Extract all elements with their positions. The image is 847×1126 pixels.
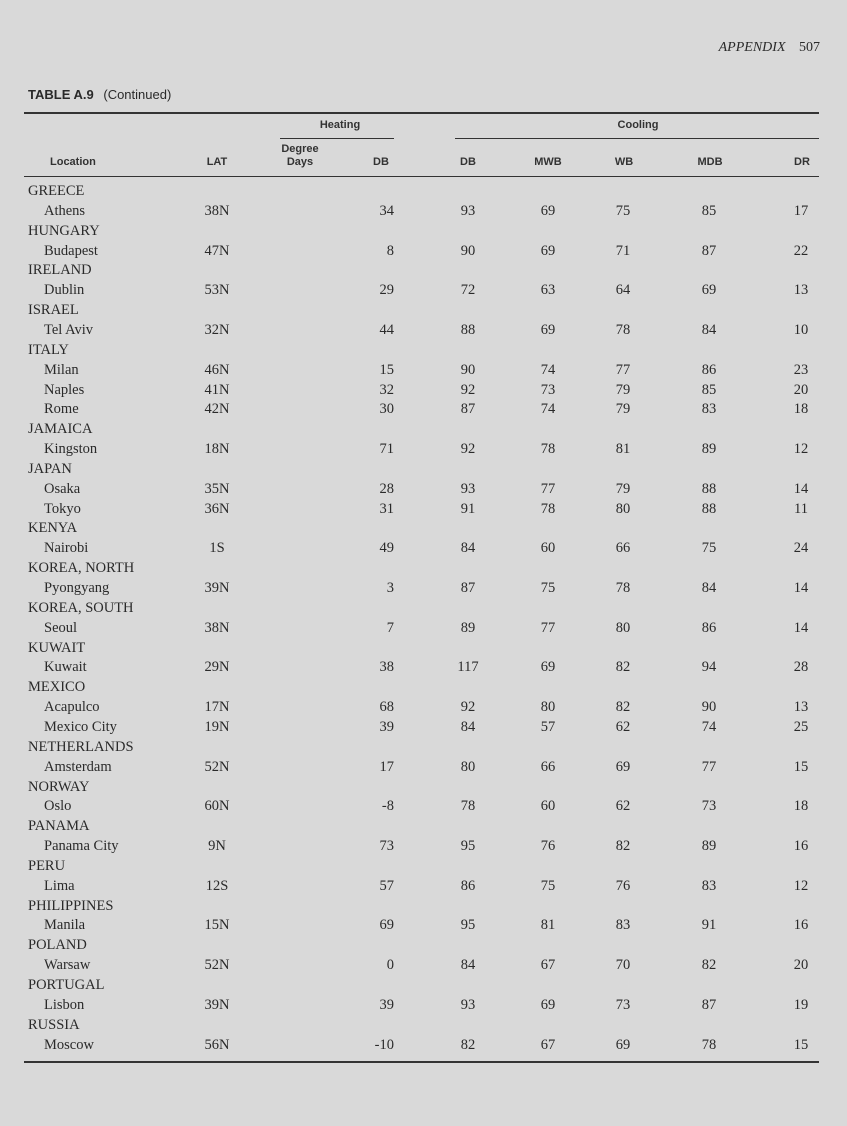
mdb-cell: 84 bbox=[701, 321, 717, 338]
country-row bbox=[0, 181, 847, 201]
cooling-db-cell: 93 bbox=[460, 480, 476, 497]
heating-group-header: Heating bbox=[319, 119, 361, 131]
country-name: JAMAICA bbox=[28, 421, 93, 438]
heating-db-cell: -10 bbox=[374, 1036, 394, 1053]
lat-cell: 42N bbox=[204, 401, 230, 418]
heating-db-cell: 69 bbox=[379, 917, 394, 934]
heating-db-cell: 17 bbox=[379, 758, 394, 775]
country-name: ISRAEL bbox=[28, 302, 79, 319]
wb-cell: 82 bbox=[615, 699, 631, 716]
country-name: NETHERLANDS bbox=[28, 738, 134, 755]
mdb-cell: 86 bbox=[701, 619, 717, 636]
country-name: NORWAY bbox=[28, 778, 90, 795]
mdb-column-header: MDB bbox=[697, 156, 723, 168]
country-row bbox=[0, 737, 847, 757]
cooling-db-cell: 84 bbox=[460, 957, 476, 974]
city-name: Oslo bbox=[44, 798, 72, 815]
country-name: HUNGARY bbox=[28, 222, 100, 239]
wb-cell: 73 bbox=[615, 996, 631, 1013]
wb-cell: 75 bbox=[615, 202, 631, 219]
mdb-cell: 86 bbox=[701, 361, 717, 378]
mdb-cell: 85 bbox=[701, 202, 717, 219]
city-name: Tokyo bbox=[44, 500, 81, 517]
mwb-cell: 66 bbox=[540, 758, 556, 775]
dr-cell: 11 bbox=[794, 500, 808, 517]
city-row bbox=[0, 717, 847, 737]
lat-cell: 52N bbox=[204, 758, 230, 775]
city-name: Naples bbox=[44, 381, 85, 398]
cooling-db-cell: 92 bbox=[460, 441, 476, 458]
wb-cell: 69 bbox=[615, 1036, 631, 1053]
dr-column-header: DR bbox=[794, 156, 810, 168]
cooling-db-cell: 95 bbox=[460, 838, 476, 855]
wb-cell: 80 bbox=[615, 619, 631, 636]
country-name: MEXICO bbox=[28, 679, 86, 696]
dr-cell: 28 bbox=[793, 659, 809, 676]
country-name: JAPAN bbox=[28, 460, 72, 477]
cooling-db-cell: 93 bbox=[460, 202, 476, 219]
lat-cell: 47N bbox=[204, 242, 230, 259]
city-row bbox=[0, 201, 847, 221]
table-caption bbox=[28, 87, 171, 102]
heating-db-cell: 39 bbox=[379, 996, 394, 1013]
heating-db-cell: 30 bbox=[379, 401, 394, 418]
heating-db-cell: 44 bbox=[379, 321, 394, 338]
wb-cell: 66 bbox=[615, 540, 631, 557]
mwb-cell: 69 bbox=[540, 321, 556, 338]
lat-cell: 41N bbox=[204, 381, 230, 398]
heating-db-cell: 15 bbox=[379, 361, 394, 378]
dr-cell: 25 bbox=[793, 718, 809, 735]
city-row bbox=[0, 1035, 847, 1055]
city-row bbox=[0, 796, 847, 816]
heating-db-cell: 57 bbox=[379, 877, 394, 894]
cooling-db-cell: 117 bbox=[457, 659, 479, 676]
wb-cell: 81 bbox=[615, 441, 631, 458]
lat-cell: 32N bbox=[204, 321, 230, 338]
city-row bbox=[0, 578, 847, 598]
mwb-cell: 76 bbox=[540, 838, 556, 855]
mwb-cell: 77 bbox=[540, 480, 556, 497]
lat-cell: 19N bbox=[204, 718, 230, 735]
lat-cell: 9N bbox=[208, 838, 226, 855]
city-row bbox=[0, 380, 847, 400]
country-name: GREECE bbox=[28, 183, 85, 199]
city-row bbox=[0, 955, 847, 975]
mwb-cell: 78 bbox=[540, 441, 556, 458]
city-name: Mexico City bbox=[44, 718, 117, 735]
city-row bbox=[0, 280, 847, 300]
city-row bbox=[0, 757, 847, 777]
mwb-cell: 63 bbox=[540, 282, 556, 299]
heating-db-cell: 38 bbox=[379, 659, 394, 676]
cooling-db-cell: 91 bbox=[460, 500, 476, 517]
country-row bbox=[0, 221, 847, 241]
cooling-db-cell: 87 bbox=[460, 580, 476, 596]
wb-cell: 64 bbox=[615, 282, 631, 299]
cooling-db-cell: 84 bbox=[460, 540, 476, 557]
city-name: Nairobi bbox=[44, 540, 89, 557]
table-caption-note: (Continued) bbox=[103, 87, 172, 102]
country-row bbox=[0, 1015, 847, 1035]
country-row bbox=[0, 777, 847, 797]
mdb-cell: 83 bbox=[701, 877, 717, 894]
dr-cell: 13 bbox=[793, 699, 809, 716]
lat-cell: 12S bbox=[205, 877, 229, 894]
cooling-db-cell: 82 bbox=[460, 1036, 476, 1053]
mwb-cell: 57 bbox=[540, 718, 556, 735]
country-row bbox=[0, 975, 847, 995]
lat-cell: 36N bbox=[204, 500, 230, 517]
lat-cell: 38N bbox=[204, 619, 230, 636]
city-name: Kingston bbox=[44, 441, 98, 458]
mwb-cell: 80 bbox=[540, 699, 556, 716]
city-name: Osaka bbox=[44, 480, 81, 497]
country-name: PERU bbox=[28, 857, 66, 874]
mdb-cell: 75 bbox=[701, 540, 717, 557]
heating-db-cell: 68 bbox=[379, 699, 394, 716]
city-name: Budapest bbox=[44, 242, 98, 259]
page-number: 507 bbox=[799, 40, 820, 55]
mdb-cell: 85 bbox=[701, 381, 717, 398]
lat-cell: 15N bbox=[204, 917, 230, 934]
country-name: KOREA, SOUTH bbox=[28, 599, 134, 616]
mwb-cell: 78 bbox=[540, 500, 556, 517]
mwb-cell: 69 bbox=[540, 996, 556, 1013]
country-row bbox=[0, 677, 847, 697]
city-name: Kuwait bbox=[44, 659, 87, 676]
dr-cell: 16 bbox=[793, 917, 809, 934]
city-name: Milan bbox=[44, 361, 79, 378]
mwb-cell: 69 bbox=[540, 242, 556, 259]
cooling-db-cell: 95 bbox=[460, 917, 476, 934]
country-row bbox=[0, 896, 847, 916]
city-row bbox=[0, 538, 847, 558]
cooling-db-cell: 72 bbox=[460, 282, 476, 299]
mwb-cell: 67 bbox=[540, 1036, 556, 1053]
mwb-cell: 74 bbox=[540, 401, 556, 418]
dr-cell: 19 bbox=[793, 996, 809, 1013]
lat-cell: 18N bbox=[204, 441, 230, 458]
lat-cell: 29N bbox=[204, 659, 230, 676]
dr-cell: 14 bbox=[793, 580, 809, 596]
mwb-cell: 75 bbox=[540, 877, 556, 894]
cooling-db-column-header: DB bbox=[460, 156, 476, 168]
table-number: TABLE A.9 bbox=[28, 87, 94, 102]
city-name: Lisbon bbox=[44, 996, 85, 1013]
lat-cell: 53N bbox=[204, 282, 230, 299]
city-name: Pyongyang bbox=[44, 580, 110, 596]
country-name: RUSSIA bbox=[28, 1016, 80, 1033]
wb-cell: 76 bbox=[615, 877, 631, 894]
wb-cell: 62 bbox=[615, 718, 631, 735]
city-row bbox=[0, 499, 847, 519]
city-row bbox=[0, 915, 847, 935]
mwb-cell: 75 bbox=[540, 580, 556, 596]
mwb-cell: 60 bbox=[540, 540, 556, 557]
wb-cell: 71 bbox=[615, 242, 631, 259]
mdb-cell: 82 bbox=[701, 957, 717, 974]
dr-cell: 14 bbox=[793, 480, 809, 497]
city-name: Seoul bbox=[44, 619, 78, 636]
table-top-rule bbox=[24, 112, 819, 114]
cooling-db-cell: 78 bbox=[460, 798, 476, 815]
city-row bbox=[0, 439, 847, 459]
wb-cell: 83 bbox=[615, 917, 631, 934]
city-row bbox=[0, 618, 847, 638]
dr-cell: 10 bbox=[793, 321, 809, 338]
heating-db-cell: 39 bbox=[379, 718, 394, 735]
dr-cell: 15 bbox=[793, 1036, 809, 1053]
lat-cell: 46N bbox=[204, 361, 230, 378]
heating-db-cell: 73 bbox=[379, 838, 394, 855]
dr-cell: 12 bbox=[793, 441, 809, 458]
city-name: Acapulco bbox=[44, 699, 100, 716]
city-name: Athens bbox=[44, 202, 86, 219]
city-row bbox=[0, 399, 847, 419]
cooling-db-cell: 90 bbox=[460, 361, 476, 378]
heating-db-cell: 3 bbox=[386, 580, 394, 596]
dr-cell: 12 bbox=[793, 877, 809, 894]
city-name: Manila bbox=[44, 917, 86, 934]
city-name: Warsaw bbox=[44, 957, 91, 974]
cooling-db-cell: 86 bbox=[460, 877, 476, 894]
city-name: Moscow bbox=[44, 1036, 94, 1053]
mdb-cell: 77 bbox=[701, 758, 717, 775]
mdb-cell: 90 bbox=[701, 699, 717, 716]
dr-cell: 18 bbox=[793, 401, 809, 418]
lat-cell: 35N bbox=[204, 480, 230, 497]
heating-db-cell: 49 bbox=[379, 540, 394, 557]
dr-cell: 18 bbox=[793, 798, 809, 815]
dr-cell: 17 bbox=[793, 202, 809, 219]
wb-cell: 82 bbox=[615, 838, 631, 855]
city-row bbox=[0, 697, 847, 717]
heating-db-cell: 29 bbox=[379, 282, 394, 299]
city-row bbox=[0, 241, 847, 261]
mdb-cell: 89 bbox=[701, 838, 717, 855]
lat-cell: 38N bbox=[204, 202, 230, 219]
mwb-cell: 81 bbox=[540, 917, 556, 934]
country-name: PHILIPPINES bbox=[28, 897, 114, 914]
cooling-db-cell: 87 bbox=[460, 401, 476, 418]
mwb-cell: 73 bbox=[540, 381, 556, 398]
dr-cell: 20 bbox=[793, 957, 809, 974]
city-name: Amsterdam bbox=[44, 758, 112, 775]
cooling-db-cell: 84 bbox=[460, 718, 476, 735]
mdb-cell: 88 bbox=[701, 500, 717, 517]
mdb-cell: 83 bbox=[701, 401, 717, 418]
wb-cell: 78 bbox=[615, 321, 631, 338]
mwb-column-header: MWB bbox=[534, 156, 562, 168]
mdb-cell: 91 bbox=[701, 917, 717, 934]
cooling-db-cell: 80 bbox=[460, 758, 476, 775]
heating-db-cell: 34 bbox=[379, 202, 394, 219]
country-name: IRELAND bbox=[28, 262, 92, 279]
lat-column-header: LAT bbox=[206, 156, 228, 168]
heating-db-cell: 7 bbox=[386, 619, 394, 636]
wb-cell: 79 bbox=[615, 401, 631, 418]
dr-cell: 22 bbox=[793, 242, 809, 259]
country-row bbox=[0, 935, 847, 955]
country-row bbox=[0, 419, 847, 439]
country-row bbox=[0, 459, 847, 479]
dr-cell: 14 bbox=[793, 619, 809, 636]
wb-cell: 69 bbox=[615, 758, 631, 775]
wb-cell: 79 bbox=[615, 381, 631, 398]
mdb-cell: 84 bbox=[701, 580, 717, 596]
lat-cell: 39N bbox=[204, 996, 230, 1013]
dr-cell: 13 bbox=[793, 282, 809, 299]
cooling-group-rule bbox=[455, 138, 819, 139]
lat-cell: 52N bbox=[204, 957, 230, 974]
cooling-db-cell: 88 bbox=[460, 321, 476, 338]
mdb-cell: 69 bbox=[701, 282, 717, 299]
country-row bbox=[0, 816, 847, 836]
heating-db-cell: 71 bbox=[379, 441, 394, 458]
cooling-group-header: Cooling bbox=[617, 119, 659, 131]
mwb-cell: 69 bbox=[540, 659, 556, 676]
country-name: KENYA bbox=[28, 520, 78, 537]
cooling-db-cell: 89 bbox=[460, 619, 476, 636]
country-row bbox=[0, 598, 847, 618]
lat-cell: 1S bbox=[209, 540, 225, 557]
dr-cell: 15 bbox=[793, 758, 809, 775]
country-name: KUWAIT bbox=[28, 639, 86, 656]
country-name: ITALY bbox=[28, 341, 69, 358]
wb-cell: 62 bbox=[615, 798, 631, 815]
heating-db-cell: 31 bbox=[379, 500, 394, 517]
city-name: Rome bbox=[44, 401, 79, 418]
country-row bbox=[0, 300, 847, 320]
lat-cell: 60N bbox=[204, 798, 230, 815]
city-row bbox=[0, 320, 847, 340]
dr-cell: 23 bbox=[793, 361, 809, 378]
city-row bbox=[0, 995, 847, 1015]
city-row bbox=[0, 360, 847, 380]
country-row bbox=[0, 260, 847, 280]
degree-days-header-line2: Days bbox=[286, 156, 314, 168]
country-row bbox=[0, 518, 847, 538]
heating-db-column-header: DB bbox=[373, 156, 389, 168]
country-name: PORTUGAL bbox=[28, 977, 105, 993]
mdb-cell: 88 bbox=[701, 480, 717, 497]
cooling-db-cell: 92 bbox=[460, 381, 476, 398]
cooling-db-cell: 93 bbox=[460, 996, 476, 1013]
page-header-label: APPENDIX bbox=[718, 40, 786, 55]
city-name: Panama City bbox=[44, 838, 119, 855]
city-name: Tel Aviv bbox=[44, 321, 94, 338]
city-row bbox=[0, 876, 847, 896]
country-row bbox=[0, 558, 847, 578]
dr-cell: 24 bbox=[793, 540, 809, 557]
mdb-cell: 87 bbox=[701, 996, 717, 1013]
cooling-db-cell: 90 bbox=[460, 242, 476, 259]
wb-cell: 80 bbox=[615, 500, 631, 517]
dr-cell: 16 bbox=[793, 838, 809, 855]
mwb-cell: 60 bbox=[540, 798, 556, 815]
dr-cell: 20 bbox=[793, 381, 809, 398]
city-row bbox=[0, 836, 847, 856]
city-row bbox=[0, 479, 847, 499]
wb-column-header: WB bbox=[614, 156, 634, 168]
lat-cell: 39N bbox=[204, 580, 230, 596]
location-column-header: Location bbox=[50, 156, 96, 168]
heating-db-cell: 28 bbox=[379, 480, 394, 497]
mdb-cell: 94 bbox=[701, 659, 717, 676]
country-name: PANAMA bbox=[28, 818, 90, 835]
city-row bbox=[0, 657, 847, 677]
mdb-cell: 73 bbox=[701, 798, 717, 815]
heating-db-cell: 8 bbox=[386, 242, 394, 259]
country-row bbox=[0, 638, 847, 658]
heating-db-cell: 32 bbox=[379, 381, 394, 398]
table-header-rule bbox=[24, 176, 819, 177]
lat-cell: 17N bbox=[204, 699, 230, 716]
heating-db-cell: 0 bbox=[386, 957, 394, 974]
mwb-cell: 67 bbox=[540, 957, 556, 974]
wb-cell: 82 bbox=[615, 659, 631, 676]
degree-days-header-line1: Degree bbox=[281, 143, 319, 155]
wb-cell: 70 bbox=[615, 957, 631, 974]
country-row bbox=[0, 856, 847, 876]
heating-db-cell: -8 bbox=[381, 798, 394, 815]
mwb-cell: 77 bbox=[540, 619, 556, 636]
page-header bbox=[719, 40, 820, 56]
wb-cell: 78 bbox=[615, 580, 631, 596]
country-row bbox=[0, 340, 847, 360]
city-name: Lima bbox=[44, 877, 75, 894]
mdb-cell: 78 bbox=[701, 1036, 717, 1053]
table-bottom-rule bbox=[24, 1061, 819, 1063]
lat-cell: 56N bbox=[204, 1036, 230, 1053]
mdb-cell: 89 bbox=[701, 441, 717, 458]
city-name: Dublin bbox=[44, 282, 85, 299]
wb-cell: 77 bbox=[615, 361, 631, 378]
mwb-cell: 69 bbox=[540, 202, 556, 219]
mwb-cell: 74 bbox=[540, 361, 556, 378]
mdb-cell: 87 bbox=[701, 242, 717, 259]
mdb-cell: 74 bbox=[701, 718, 717, 735]
country-name: KOREA, NORTH bbox=[28, 560, 135, 577]
cooling-db-cell: 92 bbox=[460, 699, 476, 716]
wb-cell: 79 bbox=[615, 480, 631, 497]
country-name: POLAND bbox=[28, 937, 87, 954]
heating-group-rule bbox=[280, 138, 394, 139]
